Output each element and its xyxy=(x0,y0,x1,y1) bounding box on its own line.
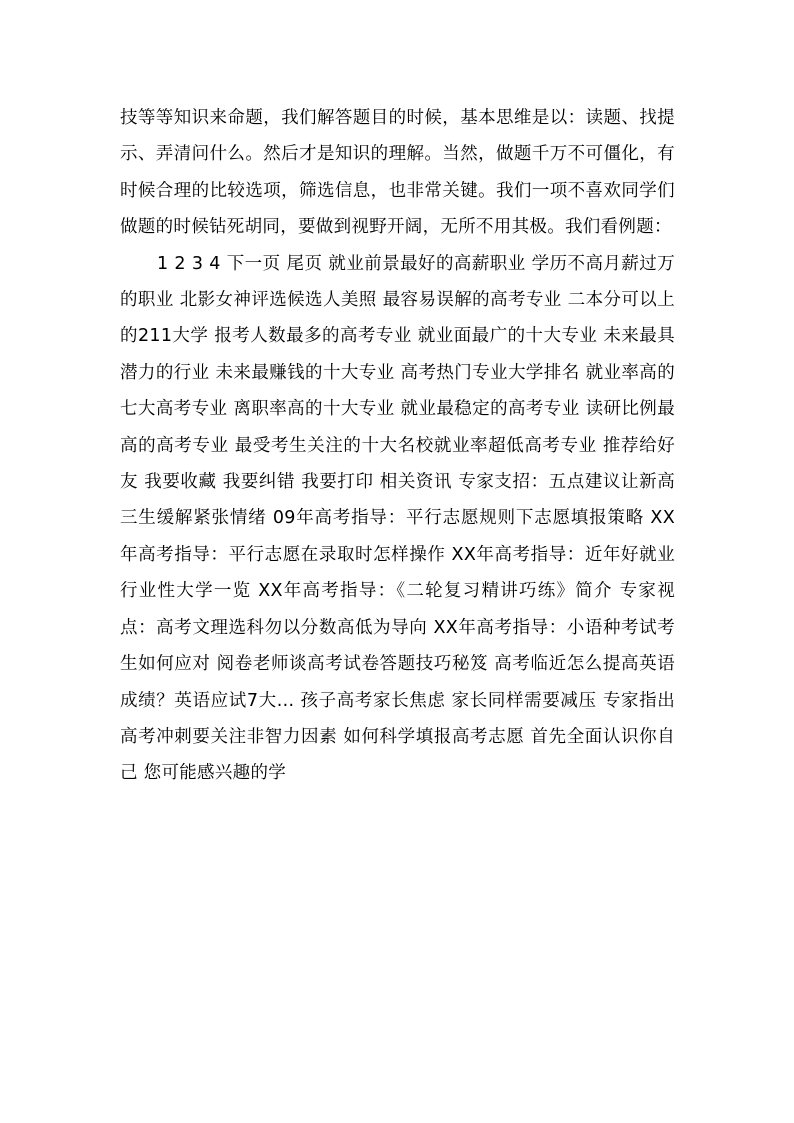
paragraph-intro: 技等等知识来命题，我们解答题目的时候，基本思维是以：读题、找提示、弄清问什么。然后才是知识的理解。当然，做题千万不可僵化，有时候合理的比较选项，筛选信息，也非常关键。我们一项不喜欢同学们做题的时候钻死胡同，要做到视野开阔，无所不用其极。我们看例题： xyxy=(120,108,675,238)
paragraph-related-links: 1 2 3 4 下一页 尾页 就业前景最好的高薪职业 学历不高月薪过万的职业 北影女神评选候选人美照 最容易误解的高考专业 二本分可以上的211大学 报考人数最多的高考专业 就业面最广的十大专业 未来最具潜力的行业 未来最赚钱的十大专业 高考热门专业大学排名 就业率高的七大高考专业 离职率高的十大专业 就业最稳定的高考专业 读研比例最高的高考专业 最受考生关注的十大名校就业率超低高考专业 推荐给好友 我要收藏 我要纠错 我要打印 相关资讯 专家支招：五点建议让新高三生缓解紧张情绪 09年高考指导：平行志愿规则下志愿填报策略 XX年高考指导：平行志愿在录取时怎样操作 XX年高考指导：近年好就业行业性大学一览 XX年高考指导：《二轮复习精讲巧练》简介 专家视点：高考文理选科勿以分数高低为导向 XX年高考指导：小语种考试考生如何应对 阅卷老师谈高考试卷答题技巧秘笈 高考临近怎么提高英语成绩？英语应试7大... 孩子高考家长焦虑 家长同样需要减压 专家指出高考冲刺要关注非智力因素 如何科学填报高考志愿 首先全面认识你自己 您可能感兴趣的学 xyxy=(120,253,675,784)
document-body xyxy=(120,100,675,792)
